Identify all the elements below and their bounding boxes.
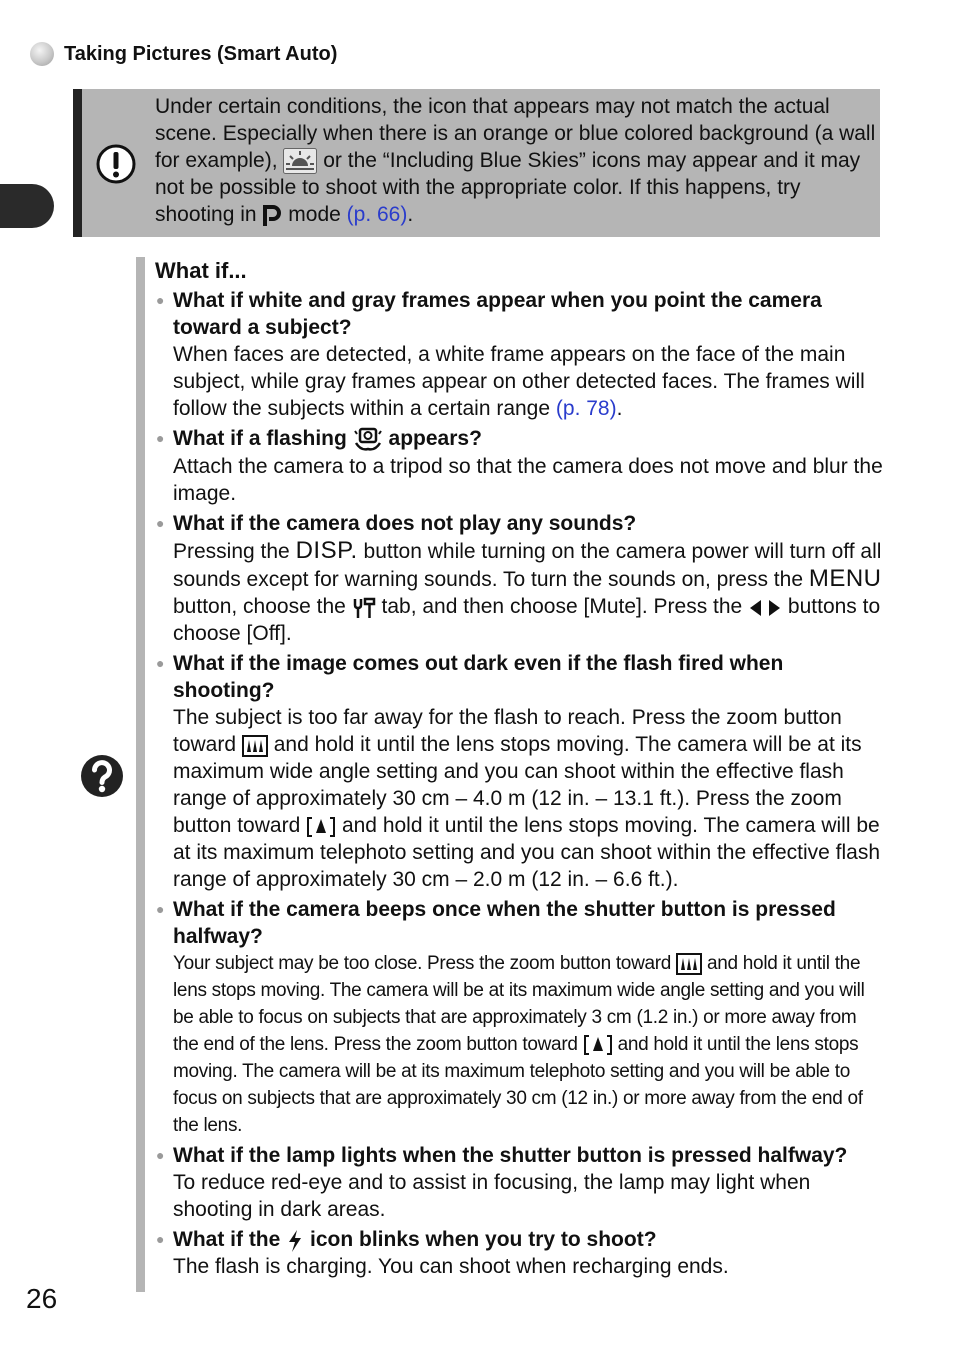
caution-text-1: Under certain conditions, the icon that appears may not match the actual scene. Especially when there is an orange or blue colored background (a wall for example), — [155, 95, 876, 172]
question-text: What if the lamp lights when the shutter button is pressed halfway? — [173, 1144, 848, 1168]
answer-text — [173, 950, 883, 1139]
question-text-part: What if a flashing — [173, 427, 347, 450]
question-text-part: icon blinks when you try to shoot? — [310, 1228, 657, 1252]
caution-exclamation-icon — [96, 144, 136, 184]
answer-text — [173, 341, 883, 422]
list-item — [155, 1226, 883, 1280]
wide-angle-icon — [676, 953, 702, 975]
wide-angle-icon — [242, 735, 268, 757]
answer-text-part: When faces are detected, a white frame appears on the face of the main subject, while gray frames appear on other detected faces. The frames will follow the subjects within a certain range — [173, 343, 865, 420]
caution-box — [73, 89, 880, 237]
bullet-icon: ● — [156, 1231, 165, 1248]
camera-shake-icon — [353, 425, 383, 453]
answer-text-part: and hold it until the lens stops moving. The camera will be at its maximum telephoto setting and you can shoot within the effective flash range of approximately 30 cm – 2.0 m (12 in. – 6.6 ft.). — [173, 814, 881, 892]
whatif-bar — [136, 257, 145, 1292]
list-item — [155, 1142, 883, 1223]
caution-end: . — [407, 203, 414, 227]
telephoto-icon — [306, 816, 336, 838]
question-mark-icon — [80, 754, 124, 798]
answer-text — [173, 704, 883, 893]
question-text: What if the camera beeps once when the shutter button is pressed halfway? — [173, 898, 836, 949]
answer-text-part: buttons to choose [Off]. — [173, 595, 881, 646]
answer-text-part: button, choose the — [173, 595, 346, 619]
answer-text: The flash is charging. You can shoot when recharging ends. — [173, 1255, 729, 1279]
answer-text-end: . — [616, 397, 623, 420]
bullet-icon: ● — [156, 292, 165, 308]
answer-text: Attach the camera to a tripod so that the camera does not move and blur the image. — [173, 455, 883, 506]
setup-tab-icon — [352, 597, 376, 619]
question-text-part: appears? — [388, 427, 482, 450]
answer-text-part: Your subject may be too close. Press the zoom button toward — [173, 953, 672, 975]
list-item — [155, 510, 883, 647]
list-item — [155, 650, 883, 893]
left-right-arrows-icon — [748, 598, 782, 618]
answer-text-part: and hold it until the lens stops moving. The camera will be at its maximum telephoto setting and you will be able to focus on subjects that are approximately 30 cm (12 in.) or more away from the end of the lens. — [173, 1034, 863, 1137]
list-item — [155, 896, 883, 1139]
list-item — [155, 287, 883, 422]
whatif-heading: What if... — [155, 258, 247, 283]
bullet-icon: ● — [156, 655, 165, 672]
question-text: What if white and gray frames appear when you point the camera toward a subject? — [173, 289, 822, 339]
section-title: Taking Pictures (Smart Auto) — [64, 42, 338, 65]
answer-text-part: tab, and then choose [Mute]. Press the — [381, 595, 743, 619]
caution-text — [155, 93, 877, 228]
answer-text-part: Pressing the — [173, 540, 290, 564]
disp-button-label: DISP. — [295, 537, 358, 565]
telephoto-icon — [583, 1034, 613, 1056]
answer-text — [173, 537, 883, 647]
bullet-icon: ● — [156, 1147, 165, 1164]
page-header — [30, 40, 337, 68]
bullet-icon: ● — [156, 430, 165, 446]
page-link-78[interactable]: (p. 78) — [555, 397, 617, 420]
whatif-list — [155, 287, 883, 1283]
menu-button-label: MENU — [808, 565, 882, 593]
question-text-part: What if the — [173, 1228, 281, 1252]
page-link-66[interactable]: (p. 66) — [346, 203, 408, 227]
question-text — [173, 1226, 883, 1253]
list-item — [155, 425, 883, 507]
chapter-tab — [0, 184, 54, 228]
answer-text-part: The subject is too far away for the flash to reach. Press the zoom button toward — [173, 706, 842, 757]
answer-text-part: and hold it until the lens stops moving. The camera will be at its maximum wide angle setting and you will be able to focus on subjects that are approximately 3 cm (1.2 in.) or more away from the end of the lens. Press the zoom button toward — [173, 953, 865, 1056]
caution-text-3: mode — [288, 203, 341, 227]
bullet-icon: ● — [156, 515, 165, 532]
caution-bar — [73, 89, 82, 237]
question-text: What if the camera does not play any sounds? — [173, 512, 637, 536]
sunset-scene-icon — [283, 148, 317, 174]
bullet-icon: ● — [156, 901, 165, 918]
page-number: 26 — [26, 1283, 58, 1314]
question-text: What if the image comes out dark even if the flash fired when shooting? — [173, 652, 784, 703]
question-text — [173, 425, 883, 453]
answer-text-part: and hold it until the lens stops moving. The camera will be at its maximum wide angle setting and you can shoot within the effective flash range of approximately 30 cm – 4.0 m (12 in. – 13.1 ft.). Press the zoom button toward — [173, 733, 862, 838]
caution-text-2: or the “Including Blue Skies” icons may appear and it may not be possible to shoot with the appropriate color. If this happens, try shooting in — [155, 149, 861, 227]
answer-text: To reduce red-eye and to assist in focusing, the lamp may light when shooting in dark areas. — [173, 1171, 811, 1222]
flash-icon — [286, 1229, 304, 1253]
section-bullet-icon — [30, 42, 54, 66]
program-mode-icon — [262, 205, 282, 227]
answer-text-part: button while turning on the camera power will turn off all sounds except for warning sounds. To turn the sounds on, press the — [173, 540, 882, 592]
